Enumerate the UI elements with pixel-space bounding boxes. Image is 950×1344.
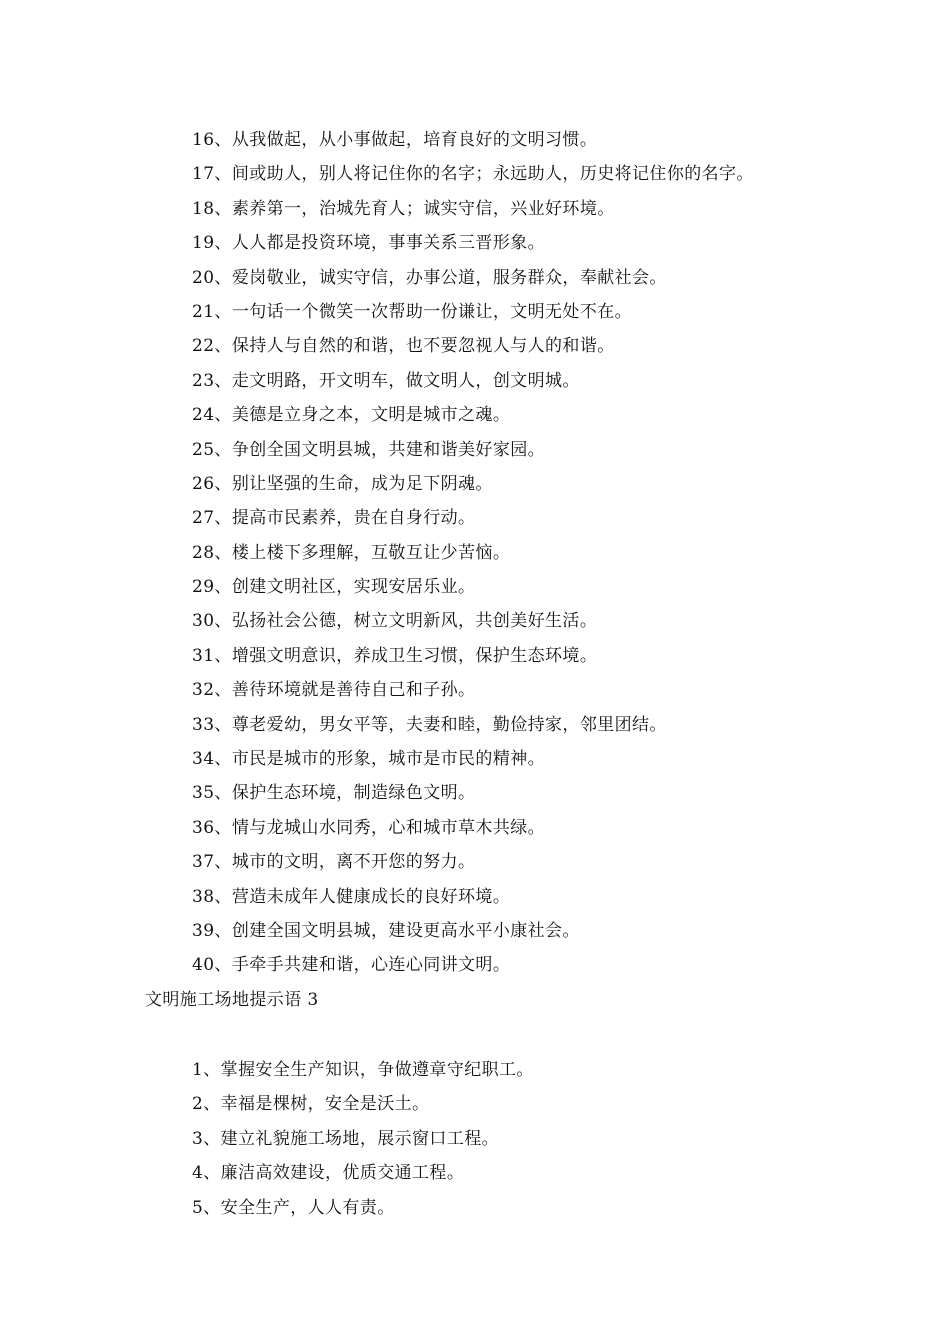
list-item: 33、尊老爱幼，男女平等，夫妻和睦，勤俭持家，邻里团结。 bbox=[192, 714, 667, 735]
list-item: 29、创建文明社区，实现安居乐业。 bbox=[192, 577, 476, 598]
list-item: 30、弘扬社会公德，树立文明新风，共创美好生活。 bbox=[192, 611, 598, 632]
list-item: 18、素养第一，治城先育人；诚实守信，兴业好环境。 bbox=[192, 198, 615, 219]
section-heading: 文明施工场地提示语 3 bbox=[145, 990, 319, 1010]
list-item: 19、人人都是投资环境，事事关系三晋形象。 bbox=[192, 233, 546, 254]
list-item: 20、爱岗敬业，诚实守信，办事公道，服务群众，奉献社会。 bbox=[192, 267, 667, 288]
list-item: 22、保持人与自然的和谐，也不要忽视人与人的和谐。 bbox=[192, 336, 615, 357]
list-item: 32、善待环境就是善待自己和子孙。 bbox=[192, 680, 476, 701]
list-item: 31、增强文明意识，养成卫生习惯，保护生态环境。 bbox=[192, 645, 598, 666]
list-item: 3、建立礼貌施工场地，展示窗口工程。 bbox=[192, 1128, 500, 1149]
list-item: 1、掌握安全生产知识，争做遵章守纪职工。 bbox=[192, 1060, 534, 1080]
list-item: 17、间或助人，别人将记住你的名字；永远助人，历史将记住你的名字。 bbox=[192, 164, 754, 185]
list-item: 26、别让坚强的生命，成为足下阴魂。 bbox=[192, 473, 493, 494]
list-item: 28、楼上楼下多理解，互敬互让少苦恼。 bbox=[192, 542, 511, 563]
list-item: 21、一句话一个微笑一次帮助一份谦让，文明无处不在。 bbox=[192, 301, 633, 322]
slogan-list-16-40 bbox=[192, 123, 754, 983]
list-item: 2、幸福是棵树，安全是沃土。 bbox=[192, 1094, 430, 1115]
safety-tip-list bbox=[192, 1053, 534, 1225]
list-item: 40、手牵手共建和谐，心连心同讲文明。 bbox=[192, 955, 511, 976]
list-item: 23、走文明路，开文明车，做文明人，创文明城。 bbox=[192, 370, 580, 391]
list-item: 5、安全生产，人人有责。 bbox=[192, 1197, 395, 1218]
list-item: 24、美德是立身之本，文明是城市之魂。 bbox=[192, 405, 511, 426]
list-item: 36、情与龙城山水同秀，心和城市草木共绿。 bbox=[192, 817, 546, 838]
list-item: 27、提高市民素养，贵在自身行动。 bbox=[192, 508, 476, 529]
list-item: 4、廉洁高效建设，优质交通工程。 bbox=[192, 1163, 465, 1184]
list-item: 37、城市的文明，离不开您的努力。 bbox=[192, 852, 476, 873]
list-item: 16、从我做起，从小事做起，培育良好的文明习惯。 bbox=[192, 130, 598, 150]
list-item: 38、营造未成年人健康成长的良好环境。 bbox=[192, 886, 511, 907]
list-item: 25、争创全国文明县城，共建和谐美好家园。 bbox=[192, 439, 546, 460]
list-item: 39、创建全国文明县城，建设更高水平小康社会。 bbox=[192, 920, 580, 941]
list-item: 35、保护生态环境，制造绿色文明。 bbox=[192, 783, 476, 804]
list-item: 34、市民是城市的形象，城市是市民的精神。 bbox=[192, 749, 546, 770]
